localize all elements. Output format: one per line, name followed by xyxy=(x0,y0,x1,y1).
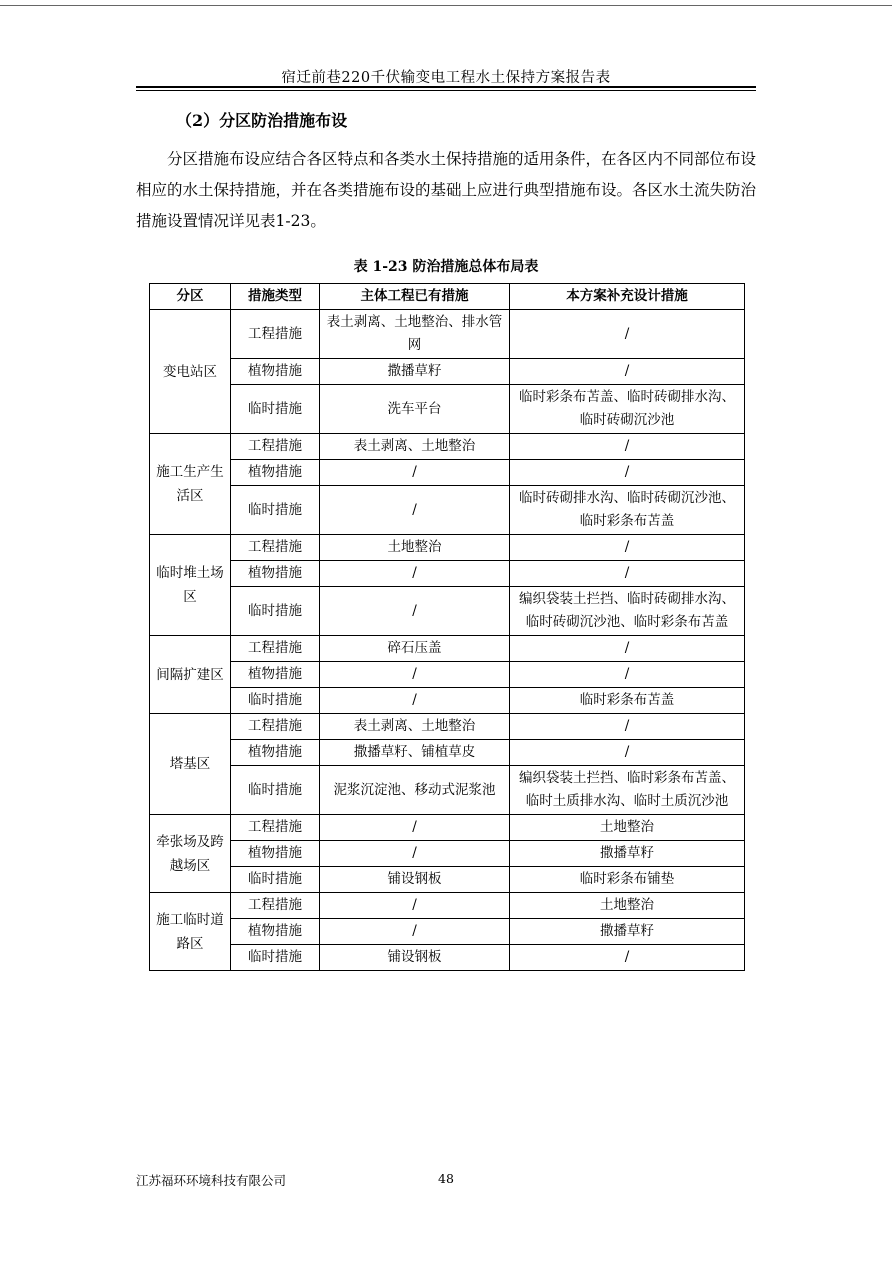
existing-measures-cell: / xyxy=(320,815,510,841)
zone-cell: 牵张场及跨越场区 xyxy=(150,815,231,893)
existing-measures-cell: / xyxy=(320,561,510,587)
zone-cell: 临时堆土场区 xyxy=(150,535,231,636)
table-row xyxy=(150,945,745,971)
header-cell-zone: 分区 xyxy=(150,284,231,310)
existing-measures-cell: 表土剥离、土地整治 xyxy=(320,714,510,740)
existing-measures-cell: 碎石压盖 xyxy=(320,636,510,662)
existing-measures-cell: / xyxy=(320,587,510,636)
supplement-measures-cell: / xyxy=(510,636,745,662)
body-paragraph: 分区措施布设应结合各区特点和各类水土保持措施的适用条件，在各区内不同部位布设相应的水土保持措施，并在各类措施布设的基础上应进行典型措施布设。各区水土流失防治措施设置情况详见表1-23。 xyxy=(136,150,757,230)
existing-measures-cell: 表土剥离、土地整治 xyxy=(320,434,510,460)
measure-type-cell: 植物措施 xyxy=(231,740,320,766)
supplement-measures-cell: / xyxy=(510,310,745,359)
table-row xyxy=(150,815,745,841)
existing-measures-cell: 铺设钢板 xyxy=(320,867,510,893)
supplement-measures-cell: / xyxy=(510,359,745,385)
measure-type-cell: 植物措施 xyxy=(231,919,320,945)
existing-measures-cell: 撒播草籽 xyxy=(320,359,510,385)
measure-type-cell: 临时措施 xyxy=(231,867,320,893)
table-row xyxy=(150,766,745,815)
supplement-measures-cell: 临时砖砌排水沟、临时砖砌沉沙池、临时彩条布苫盖 xyxy=(510,486,745,535)
header-rule-thick xyxy=(136,86,756,88)
supplement-measures-cell: 土地整治 xyxy=(510,893,745,919)
existing-measures-cell: / xyxy=(320,919,510,945)
supplement-measures-cell: 撒播草籽 xyxy=(510,919,745,945)
table-row xyxy=(150,714,745,740)
existing-measures-cell: / xyxy=(320,893,510,919)
measure-type-cell: 临时措施 xyxy=(231,587,320,636)
measure-type-cell: 工程措施 xyxy=(231,434,320,460)
measure-type-cell: 工程措施 xyxy=(231,714,320,740)
table-row xyxy=(150,919,745,945)
table-row xyxy=(150,460,745,486)
existing-measures-cell: 撒播草籽、铺植草皮 xyxy=(320,740,510,766)
running-header: 宿迁前巷220千伏输变电工程水土保持方案报告表 xyxy=(281,70,611,86)
top-border-line xyxy=(0,5,892,6)
supplement-measures-cell: / xyxy=(510,535,745,561)
table-row xyxy=(150,841,745,867)
section-title: （2）分区防治措施布设 xyxy=(176,111,348,130)
supplement-measures-cell: / xyxy=(510,561,745,587)
measure-type-cell: 植物措施 xyxy=(231,359,320,385)
zone-cell: 施工临时道路区 xyxy=(150,893,231,971)
table-body xyxy=(150,310,745,971)
measure-type-cell: 临时措施 xyxy=(231,945,320,971)
supplement-measures-cell: 临时彩条布苫盖 xyxy=(510,688,745,714)
table-row xyxy=(150,893,745,919)
header-cell-type: 措施类型 xyxy=(231,284,320,310)
supplement-measures-cell: 编织袋装土拦挡、临时砖砌排水沟、临时砖砌沉沙池、临时彩条布苫盖 xyxy=(510,587,745,636)
existing-measures-cell: 泥浆沉淀池、移动式泥浆池 xyxy=(320,766,510,815)
measure-type-cell: 临时措施 xyxy=(231,688,320,714)
footer-company: 江苏福环环境科技有限公司 xyxy=(136,1173,287,1188)
header-cell-existing: 主体工程已有措施 xyxy=(320,284,510,310)
supplement-measures-cell: 编织袋装土拦挡、临时彩条布苫盖、临时土质排水沟、临时土质沉沙池 xyxy=(510,766,745,815)
measures-layout-table xyxy=(149,283,745,971)
table-row xyxy=(150,310,745,359)
measure-type-cell: 临时措施 xyxy=(231,385,320,434)
existing-measures-cell: / xyxy=(320,688,510,714)
existing-measures-cell: / xyxy=(320,486,510,535)
table-row xyxy=(150,867,745,893)
supplement-measures-cell: / xyxy=(510,740,745,766)
existing-measures-cell: 洗车平台 xyxy=(320,385,510,434)
table-row xyxy=(150,434,745,460)
supplement-measures-cell: / xyxy=(510,945,745,971)
existing-measures-cell: / xyxy=(320,460,510,486)
measure-type-cell: 植物措施 xyxy=(231,561,320,587)
measure-type-cell: 临时措施 xyxy=(231,486,320,535)
measure-type-cell: 工程措施 xyxy=(231,815,320,841)
zone-cell: 塔基区 xyxy=(150,714,231,815)
table-row xyxy=(150,561,745,587)
measure-type-cell: 植物措施 xyxy=(231,662,320,688)
table-row xyxy=(150,385,745,434)
measure-type-cell: 临时措施 xyxy=(231,766,320,815)
table-row xyxy=(150,486,745,535)
supplement-measures-cell: 撒播草籽 xyxy=(510,841,745,867)
measure-type-cell: 工程措施 xyxy=(231,310,320,359)
existing-measures-cell: 土地整治 xyxy=(320,535,510,561)
table-row xyxy=(150,636,745,662)
header-rule-thin xyxy=(136,90,756,91)
supplement-measures-cell: 土地整治 xyxy=(510,815,745,841)
supplement-measures-cell: / xyxy=(510,460,745,486)
existing-measures-cell: / xyxy=(320,841,510,867)
header-cell-supplement: 本方案补充设计措施 xyxy=(510,284,745,310)
table-header-row xyxy=(150,284,745,310)
table-row xyxy=(150,359,745,385)
measure-type-cell: 工程措施 xyxy=(231,535,320,561)
supplement-measures-cell: / xyxy=(510,434,745,460)
measure-type-cell: 工程措施 xyxy=(231,636,320,662)
existing-measures-cell: 表土剥离、土地整治、排水管网 xyxy=(320,310,510,359)
measure-type-cell: 植物措施 xyxy=(231,460,320,486)
supplement-measures-cell: / xyxy=(510,714,745,740)
supplement-measures-cell: 临时彩条布铺垫 xyxy=(510,867,745,893)
measure-type-cell: 工程措施 xyxy=(231,893,320,919)
table-row xyxy=(150,740,745,766)
page-number: 48 xyxy=(438,1171,454,1186)
supplement-measures-cell: 临时彩条布苫盖、临时砖砌排水沟、临时砖砌沉沙池 xyxy=(510,385,745,434)
zone-cell: 变电站区 xyxy=(150,310,231,434)
supplement-measures-cell: / xyxy=(510,662,745,688)
existing-measures-cell: / xyxy=(320,662,510,688)
zone-cell: 间隔扩建区 xyxy=(150,636,231,714)
table-row xyxy=(150,662,745,688)
table-row xyxy=(150,535,745,561)
table-caption: 表 1-23 防治措施总体布局表 xyxy=(353,259,539,275)
existing-measures-cell: 铺设钢板 xyxy=(320,945,510,971)
zone-cell: 施工生产生活区 xyxy=(150,434,231,535)
table-row xyxy=(150,688,745,714)
table-row xyxy=(150,587,745,636)
measure-type-cell: 植物措施 xyxy=(231,841,320,867)
